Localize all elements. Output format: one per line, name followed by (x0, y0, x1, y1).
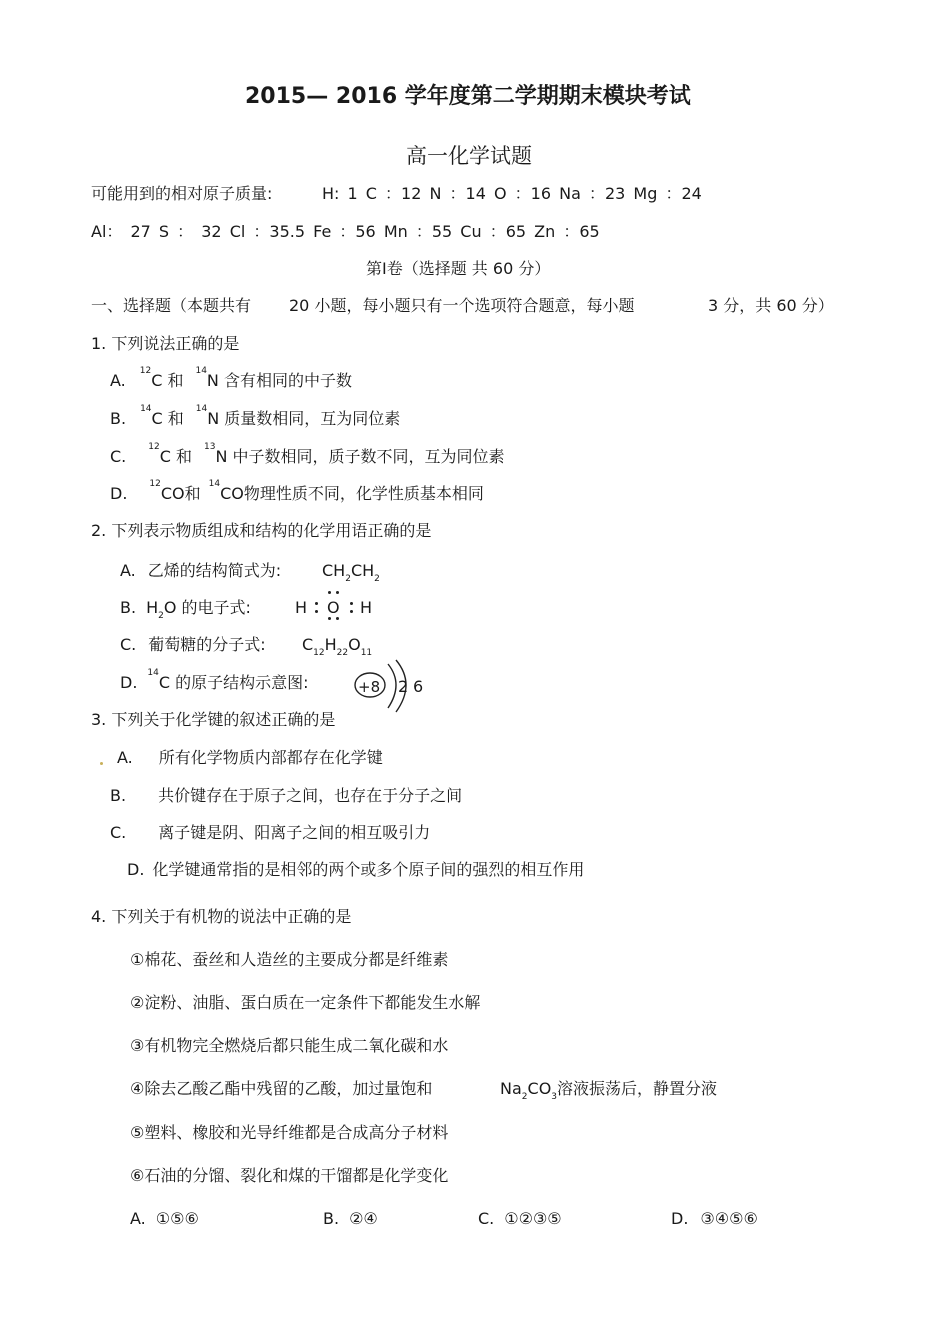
q1-stem: 1. 下列说法正确的是 (91, 334, 240, 353)
q4-statement-4-formula (500, 1079, 718, 1102)
option-label: C. (110, 447, 127, 466)
option-text: 乙烯的结构简式为: (147, 561, 282, 580)
electron-dot-h-left: H (295, 598, 308, 617)
q4-statement-2: ②淀粉、油脂、蛋白质在一定条件下都能发生水解 (130, 993, 481, 1012)
q1-option-c (110, 442, 505, 467)
option-text: CO和 (160, 484, 201, 503)
option-text: N 中子数相同，质子数不同，互为同位素 (215, 447, 505, 466)
option-label: C. (110, 823, 127, 842)
q4-statement-6: ⑥石油的分馏、裂化和煤的干馏都是化学变化 (130, 1166, 449, 1185)
shell-1-electrons: 2 (398, 677, 409, 696)
atomic-mass-label: 可能用到的相对原子质量: (91, 184, 273, 203)
q4-choice-a (130, 1209, 199, 1229)
q2-option-b (120, 598, 251, 621)
atomic-mass-line2: Al： 27 S ： 32 Cl ：35.5 Fe ：56 Mn ：55 Cu ：65 Zn ：65 (91, 222, 600, 241)
electron-dot-h-right: H (360, 598, 373, 617)
q4-statement-1: ①棉花、蚕丝和人造丝的主要成分都是纤维素 (130, 950, 449, 969)
q3-option-a (117, 748, 383, 768)
option-text: O 的电子式: (163, 598, 251, 617)
option-label: B. (110, 409, 127, 428)
formula-subscript: 22 (336, 648, 349, 658)
option-label: A. (117, 748, 133, 767)
q3-option-b (110, 786, 462, 806)
option-label: D. (127, 860, 145, 879)
option-text: 溶液振荡后，静置分液 (557, 1079, 718, 1098)
q1-option-d (110, 479, 484, 504)
option-label: D. (120, 673, 138, 692)
section-instruction-c: 3 分，共 60 分） (708, 296, 834, 315)
q4-statement-3: ③有机物完全燃烧后都只能生成二氧化碳和水 (130, 1036, 449, 1055)
option-text: N 含有相同的中子数 (206, 371, 352, 390)
option-label: B. (323, 1209, 340, 1228)
option-text: ③④⑤⑥ (700, 1209, 758, 1228)
option-text: N 质量数相同，互为同位素 (207, 409, 401, 428)
mass-number: 13 (203, 442, 216, 452)
mass-number: 14 (195, 404, 208, 414)
q4-choice-c (478, 1209, 562, 1229)
option-text: C 和 (159, 447, 192, 466)
stray-mark (100, 762, 103, 765)
option-label: D. (671, 1209, 689, 1228)
formula-part: CH (350, 561, 375, 580)
mass-number: 12 (139, 366, 152, 376)
option-text: 所有化学物质内部都存在化学键 (158, 748, 383, 767)
exam-subtitle: 高一化学试题 (406, 144, 532, 168)
mass-number: 14 (195, 366, 207, 376)
q3-stem: 3. 下列关于化学键的叙述正确的是 (91, 710, 336, 729)
q3-option-c (110, 823, 430, 843)
option-label: A. (110, 371, 126, 390)
formula-subscript: 2 (158, 611, 164, 621)
q3-option-d (127, 860, 584, 880)
electron-dot-o: O (327, 598, 340, 617)
option-text: 葡萄糖的分子式: (148, 635, 266, 654)
formula-subscript: 2 (374, 574, 380, 584)
section-instruction-a: 一、选择题（本题共有 (91, 296, 252, 315)
formula-part: CH (322, 561, 346, 580)
option-label: A. (130, 1209, 146, 1228)
formula-subscript: 3 (551, 1092, 558, 1102)
electron-pair-top (328, 591, 340, 594)
section-instruction-b: 20 小题，每小题只有一个选项符合题意，每小题 (289, 296, 635, 315)
electron-pair-left (315, 602, 318, 614)
option-label: B. (110, 786, 127, 805)
formula-part: C (302, 635, 314, 654)
option-label: C. (478, 1209, 495, 1228)
q4-choice-d (671, 1209, 758, 1229)
nucleus-charge: +8 (358, 678, 381, 696)
option-text: C 和 (151, 371, 184, 390)
option-label: A. (120, 561, 136, 580)
option-text: ②④ (349, 1209, 378, 1228)
electron-pair-right (350, 602, 353, 614)
option-text: CO物理性质不同，化学性质基本相同 (220, 484, 484, 503)
option-text: 共价键存在于原子之间，也存在于分子之间 (158, 786, 463, 805)
option-text: ①⑤⑥ (155, 1209, 199, 1228)
mass-number: 14 (140, 404, 152, 414)
atomic-mass-line1: H: 1 C ：12 N ：14 O ：16 Na ：23 Mg ：24 (322, 184, 702, 203)
q4-choice-b (323, 1209, 378, 1229)
q1-option-b (110, 404, 401, 429)
option-text: H (146, 598, 159, 617)
q4-statement-5: ⑤塑料、橡胶和光导纤维都是合成高分子材料 (130, 1123, 449, 1142)
mass-number: 12 (148, 442, 160, 452)
q1-option-a (110, 366, 352, 391)
option-text: C 的原子结构示意图: (158, 673, 309, 692)
formula-part: H (324, 635, 337, 654)
option-text: 化学键通常指的是相邻的两个或多个原子间的强烈的相互作用 (152, 860, 585, 879)
exam-title: 2015— 2016 学年度第二学期期末模块考试 (245, 84, 691, 109)
electron-shell-1 (388, 664, 396, 708)
option-text: ①②③⑤ (504, 1209, 562, 1228)
formula-part: Na (500, 1079, 522, 1098)
mass-number: 14 (208, 479, 221, 489)
section-heading: 第Ⅰ卷（选择题 共 60 分） (366, 259, 551, 278)
q4-statement-4: ④除去乙酸乙酯中残留的乙酸，加过量饱和 (130, 1079, 433, 1098)
option-label: D. (110, 484, 128, 503)
electron-pair-bottom (328, 617, 340, 620)
formula-subscript: 2 (345, 574, 351, 584)
q4-stem: 4. 下列关于有机物的说法中正确的是 (91, 907, 352, 926)
q2-a-formula (322, 561, 380, 584)
q2-stem: 2. 下列表示物质组成和结构的化学用语正确的是 (91, 521, 432, 540)
shell-2-electrons: 6 (413, 677, 424, 696)
option-label: C. (120, 635, 137, 654)
q2-c-formula (302, 635, 373, 658)
mass-number: 14 (147, 668, 159, 678)
option-text: C 和 (151, 409, 184, 428)
formula-subscript: 12 (313, 648, 325, 658)
mass-number: 12 (149, 479, 161, 489)
formula-part: CO (527, 1079, 552, 1098)
option-text: 离子键是阴、阳离子之间的相互吸引力 (158, 823, 431, 842)
q2-option-a (120, 561, 281, 581)
q2-option-c (120, 635, 266, 655)
formula-part: O (348, 635, 361, 654)
q2-option-d (120, 668, 309, 693)
formula-subscript: 2 (521, 1092, 528, 1102)
option-label: B. (120, 598, 137, 617)
formula-subscript: 11 (360, 648, 373, 658)
